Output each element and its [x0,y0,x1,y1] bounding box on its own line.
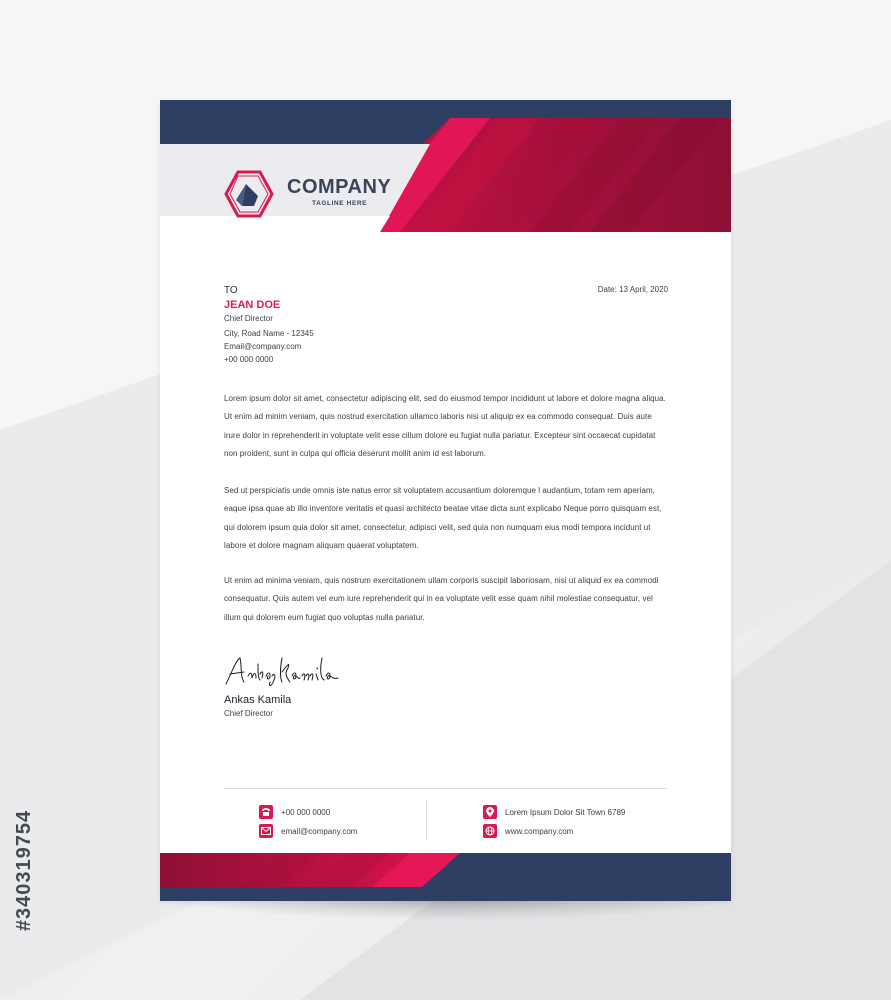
recipient-email: Email@company.com [224,342,302,351]
stock-id-label: #340319754 [13,809,36,931]
recipient-name: JEAN DOE [224,299,281,311]
body-paragraph-1: Lorem ipsum dolor sit amet, consectetur adipiscing elit, sed do eiusmod tempor incididunt ut labore et dolore magna aliqua. Ut enim ad minim veniam, quis nostrud exercitation ullamco laboris nisi ut aliquip ex ea commodo consequat. Duis aute irure dolor in reprehenderit in voluptate velit esse cillum dolore eu fugiat nulla pariatur. Excepteur sint occaecat cupidatat non proident, sunt in culpa qui officia deserunt mollit anim id est laborum. [224,394,666,458]
recipient-phone: +00 000 0000 [224,355,274,364]
company-name: COMPANY [287,176,392,198]
map-pin-icon [483,805,497,819]
recipient-address: City, Road Name - 12345 [224,329,314,338]
letter-date: Date: 13 April, 2020 [597,285,668,294]
body-paragraph-2: Sed ut perspiciatis unde omnis iste natus error sit voluptatem accusantium doloremque l audantium, totam rem aperiam, eaque ipsa quae ab illo inventore veritatis et quasi architecto beatae vitae dicta sunt explicabo Neque porro quisquam est, qui dolorem ipsum quia dolor sit amet, consectetur, adipisci velit, sed quia non numquam eius modi tempora incidunt ut labore et dolore magnam aliquam quaerat voluptatem. [224,486,662,550]
phone-icon [259,805,273,819]
footer-phone [259,805,330,819]
recipient-title: Chief Director [224,314,273,323]
footer-email [259,824,357,838]
mail-icon [259,824,273,838]
footer-email-text: email@company.com [281,826,358,836]
footer-divider [224,788,667,789]
footer-vertical-divider [426,800,427,840]
letterhead-page [160,100,731,901]
body-paragraph-3: Ut enim ad minima veniam, quis nostrum exercitationem ullam corporis suscipit laboriosam, nisi ut aliquid ex ea commodi consequatur. Quis autem vel eum iure reprehenderit qui in ea voluptate velit esse quam nihil molestiae consequatur, vel illum qui dolorem eum fugiat quo voluptas nulla pariatur. [224,576,659,622]
handwritten-signature [222,654,348,690]
signer-name: Ankas Kamila [224,694,292,706]
company-tagline: TAGLINE HERE [312,200,368,207]
footer-address-text: Lorem Ipsum Dolor Sit Town 6789 [505,807,626,817]
footer-website [483,824,573,838]
footer-website-text: www.company.com [505,826,574,836]
footer-banner [160,853,731,901]
to-label: TO [224,285,238,296]
footer-phone-text: +00 000 0000 [281,807,331,817]
footer-address [483,805,625,819]
hexagon-cube-icon [224,170,274,220]
globe-icon [483,824,497,838]
signer-title: Chief Director [224,709,273,718]
